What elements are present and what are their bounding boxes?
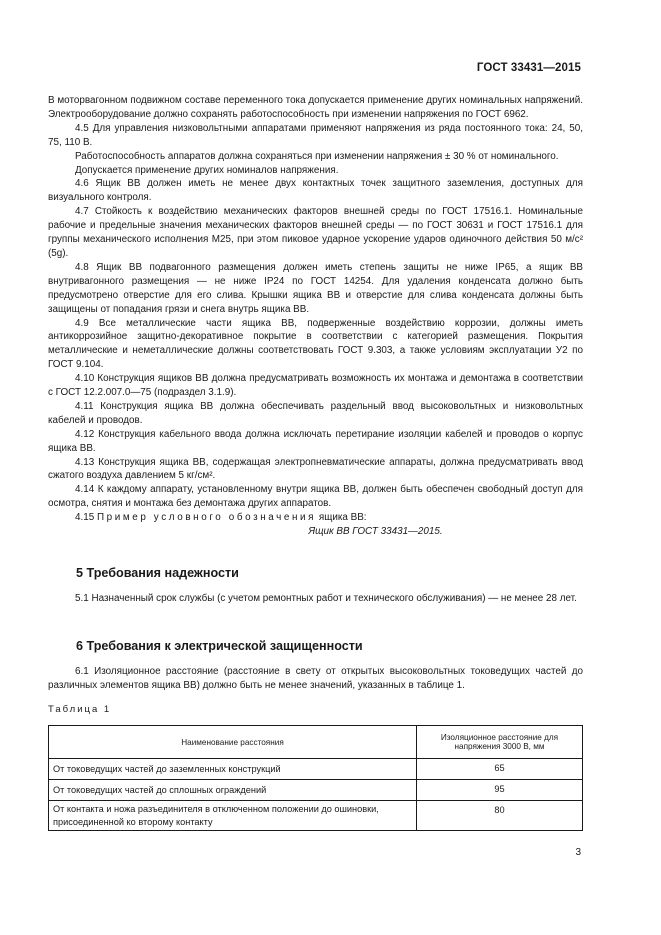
paragraph: 5.1 Назначенный срок службы (с учетом ремонтных работ и технического обслуживания) — не менее 28 лет. xyxy=(75,593,577,604)
paragraph: 4.5 Для управления низковольтными аппаратами применяют напряжения из ряда постоянного тока: 24, 50, 75, 110 В. xyxy=(48,122,583,148)
table-cell: От токоведущих частей до сплошных ограждений xyxy=(49,780,417,801)
paragraph: 4.13 Конструкция ящика ВВ, содержащая электропневматические аппараты, должна предусматривать ввод сжатого воздуха давлением 5 кг/см². xyxy=(48,456,583,482)
example-title xyxy=(48,511,583,525)
paragraph: Работоспособность аппаратов должна сохраняться при изменении напряжения ± 30 % от номинального. xyxy=(75,150,559,162)
document-header: ГОСТ 33431—2015 xyxy=(476,62,581,74)
paragraph: 4.8 Ящик ВВ подвагонного размещения должен иметь степень защиты не ниже IP65, а ящик ВВ внутривагонного размещения — не ниже IP24 по ГОСТ 14254. Для удаления конденсата должно быть предусмотрено отверстие для его слива. Крышки ящика ВВ и отверстие для слива конденсата должны быть защищены от попадания грязи и снега внутрь ящика ВВ. xyxy=(48,261,583,315)
paragraph: 6.1 Изоляционное расстояние (расстояние в свету от открытых высоковольтных токоведущих частей до различных элементов ящика ВВ) должно быть не менее значений, указанных в таблице 1. xyxy=(48,666,583,691)
paragraph: 4.14 К каждому аппарату, установленному внутри ящика ВВ, должен быть обеспечен свободный доступ для осмотра, снятия и монтажа без демонтажа других аппаратов. xyxy=(48,484,583,510)
example-designation: Ящик ВВ ГОСТ 33431—2015. xyxy=(308,526,443,538)
paragraph: Допускается применение других номиналов напряжения. xyxy=(75,164,339,176)
insulation-distance-table xyxy=(48,725,583,831)
paragraph: 4.11 Конструкция ящика ВВ должна обеспечивать раздельный ввод высоковольтных и низковольтных кабелей и проводов. xyxy=(48,400,583,426)
table-row xyxy=(49,801,583,831)
table-cell: 95 xyxy=(417,780,583,801)
table-cell: От контакта и ножа разъединителя в отключенном положении до ошиновки, присоединенной ко второму контакту xyxy=(49,801,417,831)
table-header-cell: Наименование расстояния xyxy=(49,726,417,759)
table-cell: От токоведущих частей до заземленных конструкций xyxy=(49,759,417,780)
table-caption: Таблица 1 xyxy=(48,704,112,715)
paragraph: 4.10 Конструкция ящиков ВВ должна предусматривать возможность их монтажа и демонтажа в соответствии с ГОСТ 12.2.007.0—75 (подраздел 3.1.9). xyxy=(48,373,583,399)
table-row xyxy=(49,780,583,801)
table-header-row xyxy=(49,726,583,759)
paragraph: 4.7 Стойкость к воздействию механических факторов внешней среды по ГОСТ 17516.1. Номинальные рабочие и предельные значения механических факторов внешней среды — по ГОСТ 30631 и ГОСТ 17516.1 для группы механического исполнения М25, при этом пиковое ударное ускорение ударов одиночного действия 50 м/с² (5g). xyxy=(48,206,583,259)
table-cell: 65 xyxy=(417,759,583,780)
example-label: Пример условного обозначения xyxy=(96,512,317,524)
table-header-cell: Изоляционное расстояние для напряжения 3000 В, мм xyxy=(417,726,583,759)
section-5-text xyxy=(48,592,583,606)
paragraph: 4.9 Все металлические части ящика ВВ, подверженные воздействию коррозии, должны иметь антикоррозийное защитно-декоративное покрытие в соответствии с категорией размещения. Покрытия металлические и неметаллические должны соответствовать ГОСТ 9.303, а также условиям эксплуатации У2 по ГОСТ 9.104. xyxy=(48,317,583,371)
section-5-title: 5 Требования надежности xyxy=(76,566,239,580)
clause-4-text xyxy=(48,94,583,539)
paragraph: 4.6 Ящик ВВ должен иметь не менее двух контактных точек защитного заземления, доступных для визуального контроля. xyxy=(48,178,583,204)
table-row xyxy=(49,759,583,780)
paragraph: 4.12 Конструкция кабельного ввода должна исключать перетирание изоляции кабелей и проводов о корпус ящика ВВ. xyxy=(48,428,583,454)
example-number: 4.15 xyxy=(75,512,95,524)
example-tail: ящика ВВ: xyxy=(318,512,367,524)
page-number: 3 xyxy=(575,847,581,858)
table-cell: 80 xyxy=(417,801,583,831)
section-6-text xyxy=(48,665,583,693)
section-6-title: 6 Требования к электрической защищенности xyxy=(76,639,363,653)
paragraph: В моторвагонном подвижном составе переменного тока допускается применение других номинальных напряжений. Электрооборудование должно сохранять работоспособность при изменении напряжения по ГОСТ 6962. xyxy=(48,95,583,120)
